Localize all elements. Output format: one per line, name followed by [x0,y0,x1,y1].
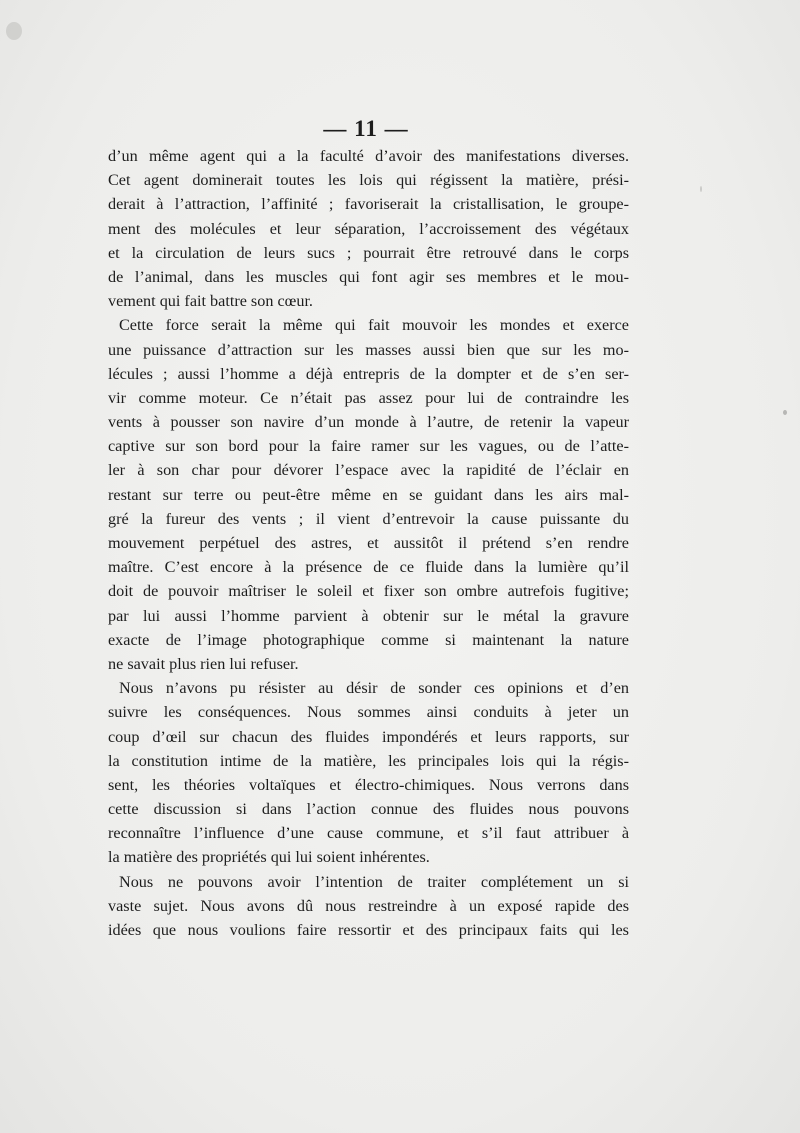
text-line: reconnaître l’influence d’une cause commune, et s’il faut attribuer à [108,824,629,843]
page-number: — 11 — [323,116,409,141]
text-line: Nous n’avons pu résister au désir de sonder ces opinions et d’en [119,679,629,698]
text-line: Cet agent dominerait toutes les lois qui régissent la matière, prési- [108,171,629,190]
text-line: par lui aussi l’homme parvient à obtenir sur le métal la gravure [108,606,629,625]
paper-stain [6,22,22,40]
text-line: une puissance d’attraction sur les masses aussi bien que sur les mo- [108,340,629,359]
paper-speck [783,410,787,415]
text-line: maître. C’est encore à la présence de ce fluide dans la lumière qu’il [108,558,629,577]
text-line: d’un même agent qui a la faculté d’avoir des manifestations diverses. [108,147,629,165]
text-line: Nous ne pouvons avoir l’intention de traiter complétement un si [119,872,629,891]
text-line: coup d’œil sur chacun des fluides impondérés et leurs rapports, sur [108,727,629,746]
body-text [108,144,629,942]
text-line: vir comme moteur. Ce n’était pas assez pour lui de contraindre les [108,388,629,407]
text-line: suivre les conséquences. Nous sommes ainsi conduits à jeter un [108,703,629,722]
text-line: sent, les théories voltaïques et électro-chimiques. Nous verrons dans [108,775,629,794]
paper-speck [700,186,702,192]
text-line: et la circulation de leurs sucs ; pourrait être retrouvé dans le corps [108,243,629,262]
text-line: ment des molécules et leur séparation, l’accroissement des végétaux [108,219,629,238]
text-line: gré la fureur des vents ; il vient d’entrevoir la cause puissante du [108,509,629,528]
text-line: la constitution intime de la matière, les principales lois qui la régis- [108,751,629,770]
text-line: vaste sujet. Nous avons dû nous restreindre à un exposé rapide des [108,896,629,915]
text-line: ne savait plus rien lui refuser. [108,654,299,673]
text-line: restant sur terre ou peut-être même en se guidant dans les airs mal- [108,485,629,504]
text-line: de l’animal, dans les muscles qui font agir ses membres et le mou- [108,267,629,286]
text-line: Cette force serait la même qui fait mouvoir les mondes et exerce [119,316,629,335]
text-line: lécules ; aussi l’homme a déjà entrepris de la dompter et de s’en ser- [108,364,629,383]
text-line: cette discussion si dans l’action connue des fluides nous pouvons [108,800,629,819]
text-line: vement qui fait battre son cœur. [108,292,313,311]
text-line: exacte de l’image photographique comme si maintenant la nature [108,630,629,649]
text-line: doit de pouvoir maîtriser le soleil et fixer son ombre autrefois fugitive; [108,582,629,601]
text-line: ler à son char pour dévorer l’espace avec la rapidité de l’éclair en [108,461,629,480]
text-line: captive sur son bord pour la faire ramer sur les vagues, ou de l’atte- [108,437,629,456]
text-line: vents à pousser son navire d’un monde à l’autre, de retenir la vapeur [108,413,629,432]
text-line: idées que nous voulions faire ressortir et des principaux faits qui les [108,921,629,939]
text-line: derait à l’attraction, l’affinité ; favoriserait la cristallisation, le groupe- [108,195,629,214]
text-line: la matière des propriétés qui lui soient inhérentes. [108,848,430,867]
text-line: mouvement perpétuel des astres, et aussitôt il prétend s’en rendre [108,534,629,552]
